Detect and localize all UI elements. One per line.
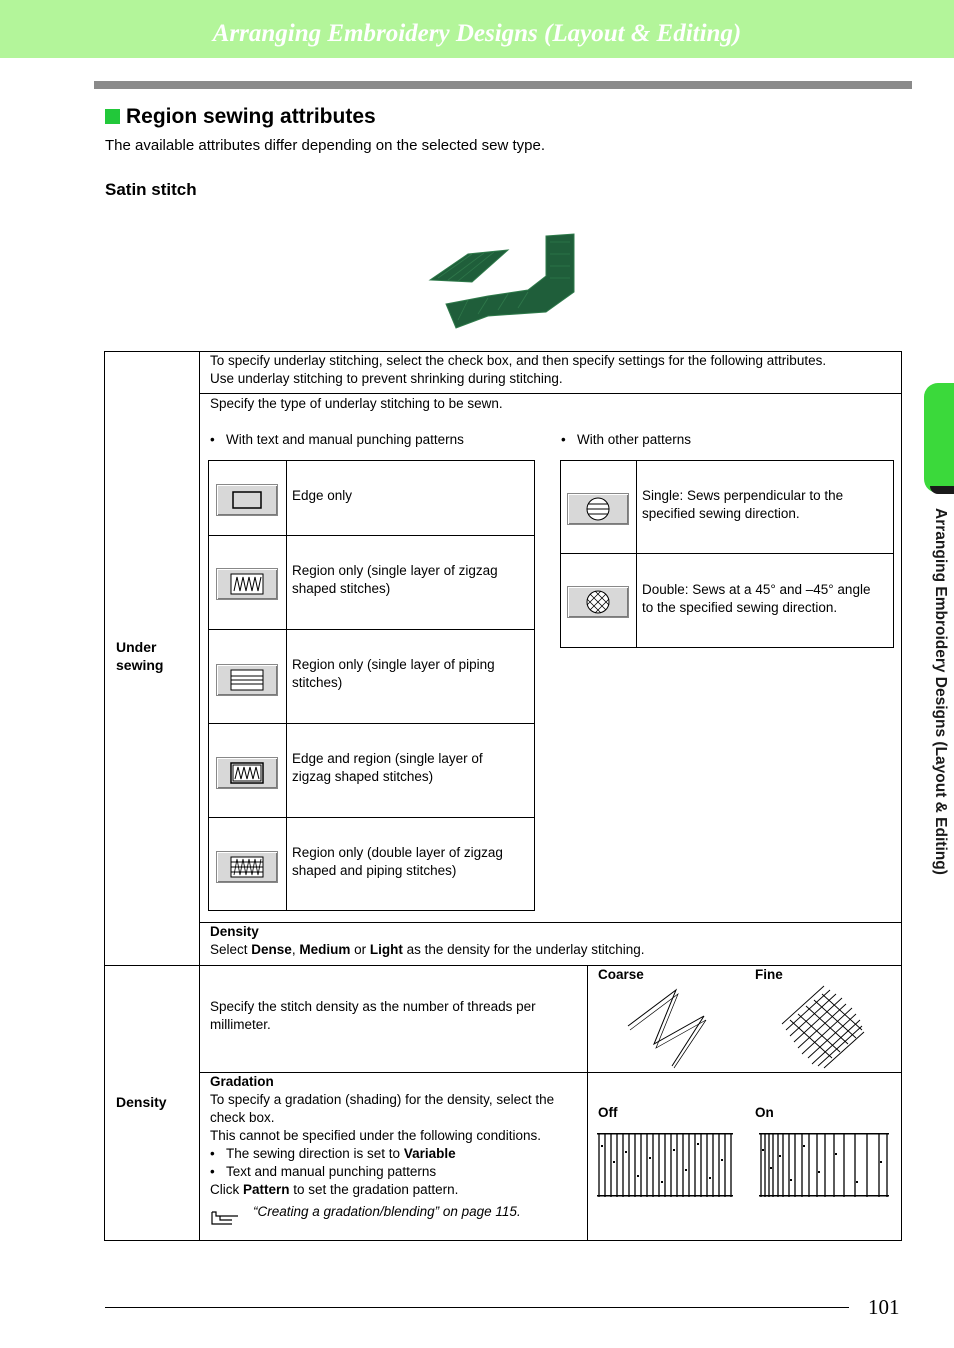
section-intro: The available attributes differ depending on the selected sew type. bbox=[105, 137, 546, 154]
option-region-piping-text: Region only (single layer of piping stitches) bbox=[292, 657, 495, 690]
header-rule bbox=[94, 81, 912, 89]
option-edge-only-text: Edge only bbox=[292, 488, 353, 503]
section-bullet-icon bbox=[105, 109, 120, 124]
header-title: Arranging Embroidery Designs (Layout & Editing) bbox=[212, 20, 742, 47]
under-sewing-label: Under sewing bbox=[116, 639, 164, 673]
region-piping-button[interactable] bbox=[216, 664, 278, 696]
under-sewing-instruction: To specify underlay stitching, select the check box, and then specify settings for the following attributes. Use underlay stitching to prevent shrinking during stitching. bbox=[210, 353, 827, 386]
double-direction-button[interactable] bbox=[567, 586, 629, 618]
edge-region-zigzag-button[interactable] bbox=[216, 757, 278, 789]
chapter-side-tab-shadow bbox=[930, 486, 954, 494]
gradation-reference-link[interactable]: “Creating a gradation/blending” on page 115. bbox=[253, 1204, 521, 1219]
footer-rule bbox=[105, 1307, 849, 1308]
gradation-off-label: Off bbox=[598, 1105, 618, 1120]
single-direction-button[interactable] bbox=[567, 493, 629, 525]
chapter-vertical-title: Arranging Embroidery Designs (Layout & Editing) bbox=[932, 508, 949, 875]
double-direction-icon bbox=[568, 587, 628, 617]
reference-pointer-icon bbox=[210, 1206, 242, 1226]
page-number: 101 bbox=[868, 1295, 900, 1319]
option-single-text: Single: Sews perpendicular to the specified sewing direction. bbox=[642, 488, 844, 521]
density-label: Density bbox=[116, 1094, 167, 1110]
gradation-description: Gradation To specify a gradation (shading) for the density, select the check box. This cannot be specified under the following conditions. • The sewing direction is set to Variable • Text and manual punching patterns Click Pattern to set the gradation pattern. bbox=[210, 1074, 555, 1197]
fine-label: Fine bbox=[755, 967, 783, 982]
single-direction-icon bbox=[568, 494, 628, 524]
section-title: Region sewing attributes bbox=[126, 105, 376, 128]
region-double-layer-button[interactable] bbox=[216, 851, 278, 883]
double-zigzag-piping-icon bbox=[217, 852, 277, 882]
option-double-layer-text: Region only (double layer of zigzag shaped and piping stitches) bbox=[292, 845, 503, 878]
gradation-off-image bbox=[597, 1131, 733, 1199]
gradation-on-image bbox=[759, 1131, 889, 1199]
subheading-satin-stitch: Satin stitch bbox=[105, 180, 197, 199]
option-double-text: Double: Sews at a 45° and –45° angle to the specified sewing direction. bbox=[642, 582, 871, 615]
bullet-other-patterns: • With other patterns bbox=[561, 432, 692, 447]
edge-only-button[interactable] bbox=[216, 484, 278, 516]
region-zigzag-button[interactable] bbox=[216, 568, 278, 600]
coarse-stitch-image bbox=[624, 986, 712, 1070]
bullet-text-patterns: • With text and manual punching patterns bbox=[210, 432, 464, 447]
edge-zigzag-icon bbox=[217, 758, 277, 788]
underlay-type-intro: Specify the type of underlay stitching to be sewn. bbox=[210, 396, 503, 411]
zigzag-icon bbox=[217, 569, 277, 599]
underlay-density: Density Select Dense, Medium or Light as the density for the underlay stitching. bbox=[210, 924, 645, 957]
option-region-zigzag-text: Region only (single layer of zigzag shaped stitches) bbox=[292, 563, 498, 596]
chapter-side-tab bbox=[924, 383, 954, 493]
density-description: Specify the stitch density as the number of threads per millimeter. bbox=[210, 999, 536, 1032]
edge-only-icon bbox=[217, 485, 277, 515]
piping-icon bbox=[217, 665, 277, 695]
fine-stitch-image bbox=[780, 984, 866, 1070]
gradation-on-label: On bbox=[755, 1105, 774, 1120]
option-edge-region-text: Edge and region (single layer of zigzag shaped stitches) bbox=[292, 751, 483, 784]
satin-stitch-sample-image bbox=[428, 232, 578, 332]
coarse-label: Coarse bbox=[598, 967, 644, 982]
